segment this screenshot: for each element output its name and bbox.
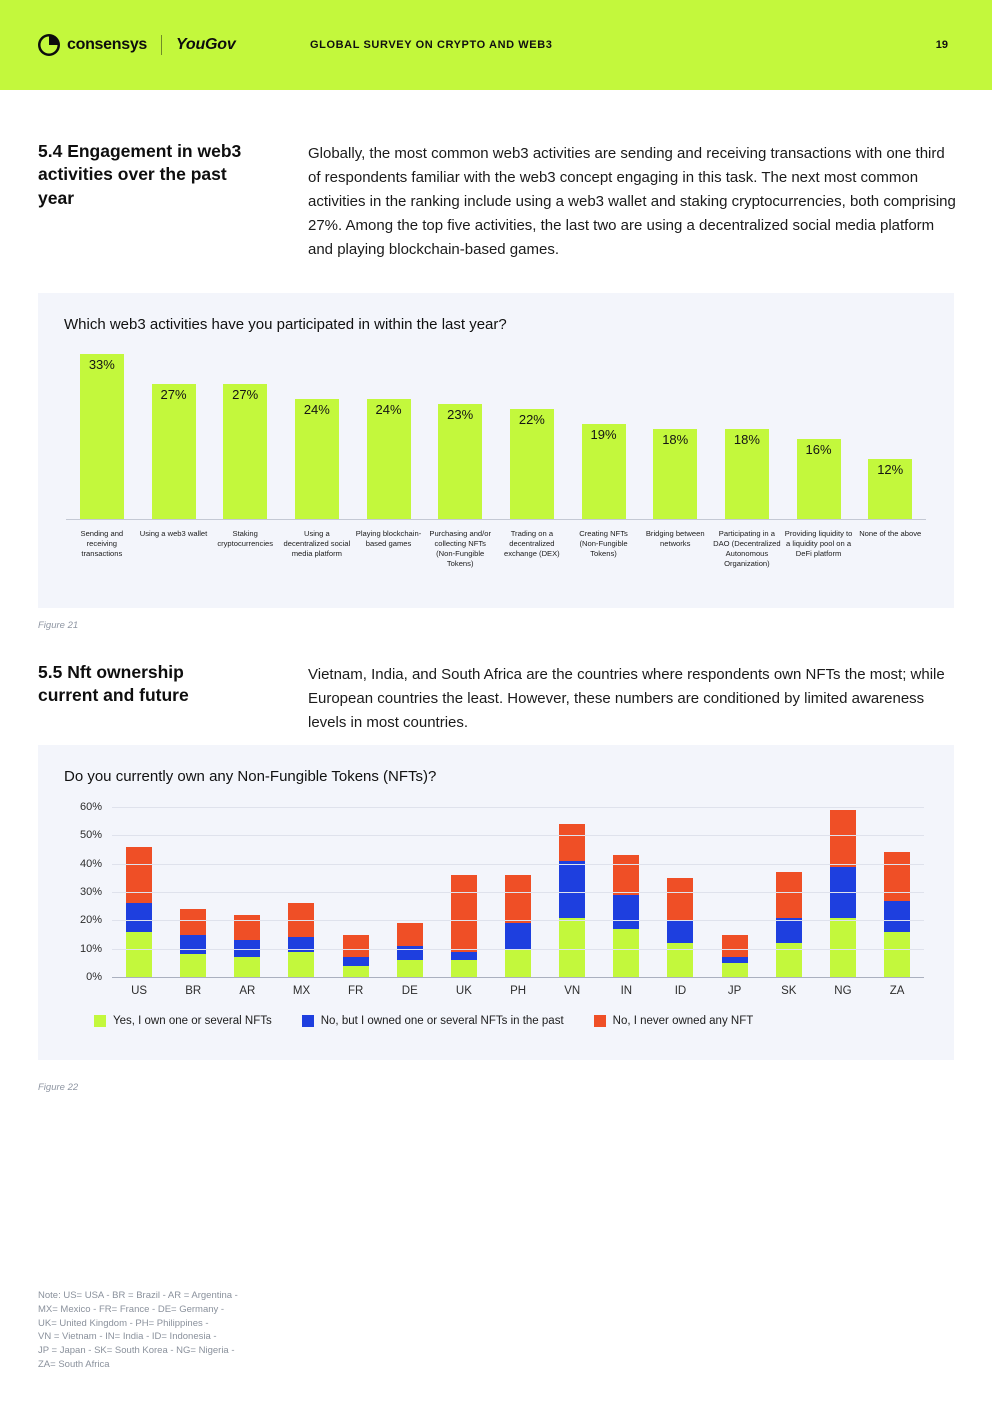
y-axis-tick-label: 50% (79, 829, 102, 842)
stack-segment (613, 855, 639, 895)
stack-segment (343, 935, 369, 958)
country-codes-note (38, 1289, 238, 1372)
x-axis-tick-label: JP (727, 985, 742, 997)
bar-value-label: 22% (518, 412, 545, 427)
y-axis-tick-label: 10% (79, 942, 102, 955)
stack-segment (884, 901, 910, 932)
bar-value-label: 23% (447, 407, 474, 422)
stacked-bar (234, 915, 260, 977)
bar-category-label: Creating NFTs (Non-Fungible Tokens) (579, 529, 628, 558)
stacked-bar (776, 872, 802, 977)
bar-value-label: 27% (160, 387, 187, 402)
page-number: 19 (935, 39, 948, 51)
x-axis-tick-label: BR (185, 985, 202, 997)
stacked-bar-column (274, 903, 328, 977)
stack-segment (776, 872, 802, 917)
bar-value-label: 16% (805, 442, 832, 457)
stack-segment (667, 878, 693, 921)
web3-activities-chart-panel (38, 293, 954, 608)
note-line: UK= United Kingdom - PH= Philippines - (38, 1317, 209, 1329)
note-line: ZA= South Africa (38, 1358, 110, 1370)
stack-segment (667, 920, 693, 943)
y-axis-tick-label: 40% (79, 857, 102, 870)
stack-segment (505, 875, 531, 923)
stack-segment (884, 932, 910, 977)
web3-bar-column (783, 439, 855, 519)
bar-value-label: 24% (303, 402, 330, 417)
nft-chart-title: Do you currently own any Non-Fungible Tokens (NFTs)? (64, 768, 437, 785)
bar-value-label: 27% (232, 387, 259, 402)
web3-chart-title: Which web3 activities have you participated in within the last year? (64, 316, 507, 333)
web3-bar-chart (66, 350, 926, 568)
figure22-caption: Figure 22 (38, 1082, 79, 1093)
stacked-bar (559, 824, 585, 977)
bar-category-label: Purchasing and/or collecting NFTs (Non-Fungible Tokens) (429, 529, 492, 568)
section-heading-web3-engagement: 5.4 Engagement in web3 activities over the past year (38, 141, 242, 208)
x-axis-tick-label: DE (401, 985, 418, 997)
legend-item (594, 1015, 754, 1027)
stacked-bar-column (708, 935, 762, 977)
stack-segment (451, 960, 477, 977)
stacked-bar-column (437, 875, 491, 977)
nft-ownership-chart-panel (38, 745, 954, 1060)
stacked-bar (722, 935, 748, 977)
bar-value-label: 24% (375, 402, 402, 417)
x-axis-tick-label: US (131, 985, 148, 997)
x-axis-tick-label: MX (292, 985, 311, 997)
bar-category-label: Using a decentralized social media platform (283, 529, 351, 558)
stack-segment (343, 966, 369, 977)
stack-segment (830, 810, 856, 867)
stack-segment (180, 935, 206, 955)
web3-bar-column (711, 429, 783, 519)
x-axis-tick-label: IN (620, 985, 633, 997)
web3-bar-column (424, 404, 496, 519)
bar (295, 399, 339, 519)
stack-segment (397, 960, 423, 977)
bar-category-label: Bridging between networks (645, 529, 705, 548)
bar (80, 354, 124, 519)
yougov-wordmark: YouGov (176, 36, 236, 53)
bar (868, 459, 912, 519)
stack-segment (559, 824, 585, 861)
gridline (112, 949, 924, 950)
stack-segment (884, 852, 910, 900)
stacked-bar-column (220, 915, 274, 977)
nft-stacked-bar-chart (68, 801, 924, 997)
bar-category-label: Trading on a decentralized exchange (DEX) (504, 529, 560, 558)
bar (438, 404, 482, 519)
stacked-bar (613, 855, 639, 977)
nft-chart-x-axis (112, 985, 924, 997)
nft-chart-plot-area (112, 807, 924, 997)
stack-segment (722, 935, 748, 958)
bar-category-label: None of the above (859, 529, 922, 538)
legend-label: No, but I owned one or several NFTs in the past (320, 1015, 564, 1027)
legend-label: No, I never owned any NFT (612, 1015, 754, 1027)
x-axis-tick-label: PH (510, 985, 527, 997)
y-axis-tick-label: 20% (79, 914, 102, 927)
y-axis-tick-label: 60% (79, 801, 102, 813)
stack-segment (451, 875, 477, 952)
bar (152, 384, 196, 519)
stacked-bar (451, 875, 477, 977)
stack-segment (722, 963, 748, 977)
stack-segment (126, 847, 152, 904)
stack-segment (451, 952, 477, 961)
web3-bar-column (854, 459, 926, 519)
gridline (112, 977, 924, 978)
note-line: MX= Mexico - FR= France - DE= Germany - (38, 1303, 225, 1315)
web3-chart-category-labels (66, 520, 926, 568)
stack-segment (126, 932, 152, 977)
page-header (0, 0, 992, 90)
stack-segment (505, 923, 531, 949)
stack-segment (288, 952, 314, 978)
bar-category-label: Providing liquidity to a liquidity pool on a DeFi platform (784, 529, 853, 558)
stacked-bar (288, 903, 314, 977)
stacked-bar-column (166, 909, 220, 977)
stacked-bar-column (329, 935, 383, 977)
bar-value-label: 18% (662, 432, 689, 447)
x-axis-tick-label: ZA (889, 985, 905, 997)
consensys-wordmark: consensys (67, 36, 148, 53)
stacked-bar (397, 923, 423, 977)
nft-chart-legend (94, 1015, 753, 1027)
stacked-bar-column (383, 923, 437, 977)
bar-category-label: Staking cryptocurrencies (217, 529, 274, 548)
web3-bar-column (281, 399, 353, 519)
stacked-bar-column (491, 875, 545, 977)
stack-segment (613, 929, 639, 977)
gridline (112, 920, 924, 921)
bar (797, 439, 841, 519)
stack-segment (234, 957, 260, 977)
stack-segment (559, 918, 585, 978)
x-axis-tick-label: FR (347, 985, 364, 997)
bar-value-label: 12% (877, 462, 904, 477)
section-body-nft-ownership: Vietnam, India, and South Africa are the countries where respondents own NFTs the most; while European countries the least. However, these numbers are conditioned by limited awareness levels in most countries. (308, 666, 945, 731)
stacked-bar-column (762, 872, 816, 977)
gridline (112, 835, 924, 836)
bar (223, 384, 267, 519)
stacked-bar (343, 935, 369, 977)
stacked-bar (505, 875, 531, 977)
gridline (112, 892, 924, 893)
web3-bar-column (639, 429, 711, 519)
bar (367, 399, 411, 519)
web3-bar-column (66, 354, 138, 519)
bar-category-label: Using a web3 wallet (139, 529, 208, 538)
y-axis-tick-label: 0% (86, 971, 102, 983)
stack-segment (505, 949, 531, 977)
bar-value-label: 19% (590, 427, 617, 442)
gridline (112, 864, 924, 865)
bar-category-label: Playing blockchain-based games (355, 529, 422, 548)
stacked-bar (884, 852, 910, 977)
x-axis-tick-label: ID (674, 985, 687, 997)
brand-logos (38, 34, 236, 56)
consensys-logo-icon (38, 34, 60, 56)
stack-segment (180, 909, 206, 935)
report-title: GLOBAL SURVEY ON CRYPTO AND WEB3 (310, 39, 553, 51)
legend-swatch (594, 1015, 606, 1027)
x-axis-tick-label: UK (455, 985, 472, 997)
stacked-bar-column (599, 855, 653, 977)
stack-segment (830, 918, 856, 978)
stack-segment (559, 861, 585, 918)
stacked-bar-column (870, 852, 924, 977)
bar (582, 424, 626, 519)
stack-segment (613, 895, 639, 929)
nft-chart-y-axis (68, 801, 112, 983)
x-axis-tick-label: AR (239, 985, 256, 997)
note-line: Note: US= USA - BR = Brazil - AR = Argentina - (38, 1290, 238, 1301)
stack-segment (397, 923, 423, 946)
stack-segment (234, 915, 260, 941)
stack-segment (180, 954, 206, 977)
x-axis-tick-label: SK (781, 985, 797, 997)
brand-divider (161, 35, 162, 55)
web3-bar-column (496, 409, 568, 519)
consensys-logo (38, 34, 147, 56)
stack-segment (126, 903, 152, 931)
web3-bar-column (138, 384, 210, 519)
y-axis-tick-label: 30% (79, 886, 102, 898)
web3-chart-bars (66, 350, 926, 520)
note-line: JP = Japan - SK= South Korea - NG= Nigeria - (38, 1345, 235, 1357)
stack-segment (343, 957, 369, 966)
bar (653, 429, 697, 519)
x-axis-tick-label: VN (564, 985, 581, 997)
bar-category-label: Sending and receiving transactions (80, 529, 124, 558)
legend-swatch (302, 1015, 314, 1027)
legend-item (302, 1015, 564, 1027)
legend-label: Yes, I own one or several NFTs (113, 1015, 272, 1027)
legend-swatch (94, 1015, 106, 1027)
note-line: VN = Vietnam - IN= India - ID= Indonesia - (38, 1331, 217, 1343)
stacked-bar (126, 847, 152, 977)
web3-bar-column (568, 424, 640, 519)
section-body-web3-engagement: Globally, the most common web3 activities are sending and receiving transactions with one third of respondents familiar with the web3 concept engaging in this task. The next most common activities in the ranking include using a web3 wallet and staking cryptocurrencies, both comprising 27%. Among the top five activities, the last two are using a decentralized social media platform and playing blockchain-based games. (308, 145, 956, 258)
figure21-caption: Figure 21 (38, 620, 79, 631)
stacked-bar-column (112, 847, 166, 977)
x-axis-tick-label: NG (834, 985, 852, 997)
bar-value-label: 18% (733, 432, 760, 447)
web3-bar-column (353, 399, 425, 519)
bar (725, 429, 769, 519)
section-heading-nft-ownership: 5.5 Nft ownership current and future (38, 662, 189, 706)
bar-value-label: 33% (88, 357, 115, 372)
gridline (112, 807, 924, 808)
stacked-bar (180, 909, 206, 977)
legend-item (94, 1015, 272, 1027)
bar-category-label: Participating in a DAO (Decentralized Autonomous Organization) (713, 529, 781, 568)
stacked-bar-column (545, 824, 599, 977)
web3-bar-column (209, 384, 281, 519)
bar (510, 409, 554, 519)
